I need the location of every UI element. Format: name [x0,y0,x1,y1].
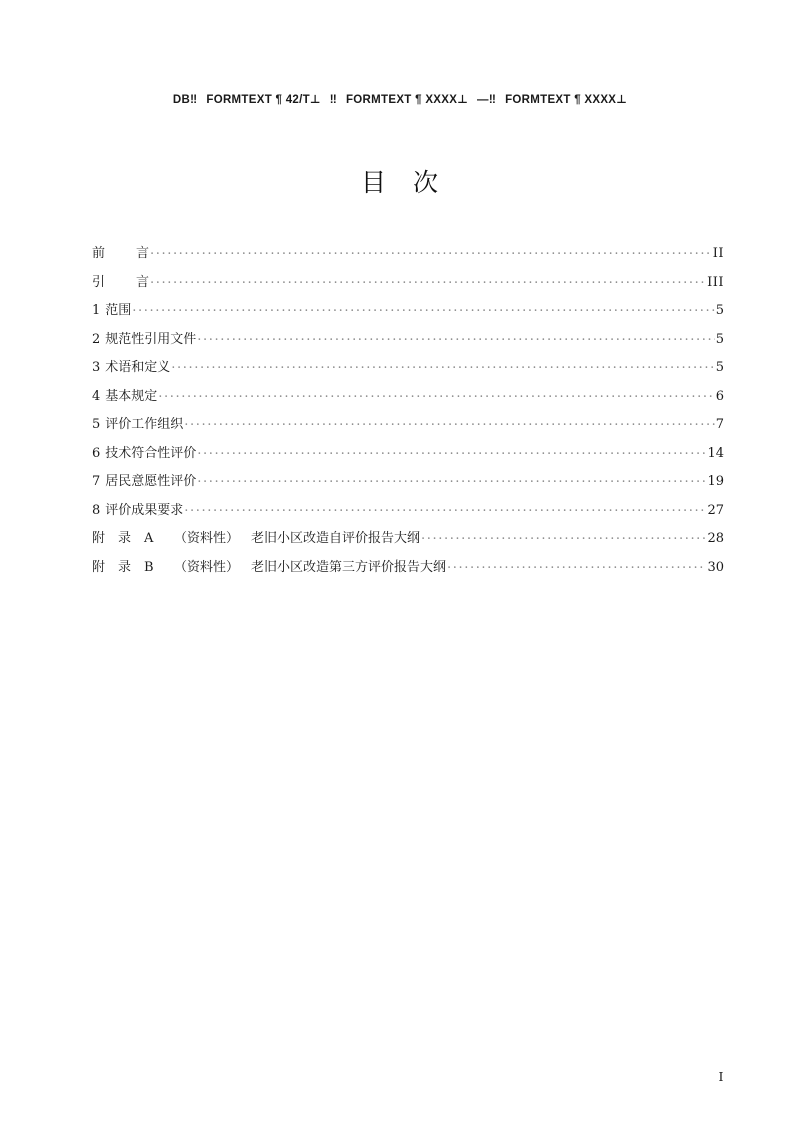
dot-leader [184,415,714,428]
toc-entry-clause-1[interactable] [92,297,724,326]
toc-page-number: III [707,274,724,290]
toc-label-part-2: 言 [136,246,150,261]
toc-entry-label [92,354,170,383]
title-char-ci: 次 [413,168,440,197]
toc-clause-text: 居民意愿性评价 [105,474,197,489]
annex-nature: （资料性） [174,559,240,575]
toc-clause-number: 3 [92,360,101,375]
toc-entry-label [92,554,446,583]
toc-page-number: 5 [715,331,724,347]
toc-entry-clause-3[interactable] [92,354,724,383]
toc-page-number: 7 [715,417,724,432]
running-header [0,92,800,106]
dot-leader [150,244,712,257]
dot-leader [447,557,706,570]
toc-clause-text: 范围 [105,303,132,318]
dot-leader [132,301,714,314]
toc-entry-label [92,297,131,326]
header-dash: —‼ [477,94,497,106]
annex-word-2: 录 [118,531,132,546]
toc-entry-label [92,440,196,469]
toc-entry-clause-2[interactable] [92,326,724,355]
toc-label-part-2: 言 [136,274,150,290]
toc-page-number: 28 [707,531,724,546]
annex-word-1: 附 [92,531,106,546]
toc-label-part-1: 前 [92,246,106,261]
header-mark: ‼ [329,94,337,106]
toc-entry-label [92,269,149,298]
toc-clause-text: 评价成果要求 [105,502,184,518]
toc-label-part-1: 引 [92,274,106,290]
annex-nature: （资料性） [174,531,240,546]
toc-entry-clause-7[interactable] [92,468,724,497]
dot-leader [150,272,706,285]
annex-title: 老旧小区改造第三方评价报告大纲 [251,559,447,575]
toc-entry-label [92,383,157,412]
toc-page-number: 27 [707,502,724,518]
toc-clause-number: 8 [92,502,101,518]
toc-entry-clause-4[interactable] [92,383,724,412]
toc-clause-text: 术语和定义 [105,360,171,375]
dot-leader [197,329,714,342]
dot-leader [197,472,706,485]
toc-entry-label [92,240,149,269]
annex-letter: A [144,531,154,546]
annex-title: 老旧小区改造自评价报告大纲 [251,531,421,546]
toc-clause-number: 1 [92,303,101,318]
toc-page-number: 30 [707,559,724,575]
header-prefix: DB‼ [172,94,198,106]
toc-clause-number: 7 [92,474,101,489]
toc-page-number: 14 [707,445,724,461]
header-field-standard-number: FORMTEXT ¶ 42/T⊥ [206,94,321,106]
toc-entry-foreword[interactable] [92,240,724,269]
dot-leader [421,529,706,542]
toc-entry-clause-6[interactable] [92,440,724,469]
header-field-year-a: FORMTEXT ¶ XXXX⊥ [345,94,469,106]
toc-entry-label [92,497,183,526]
toc-entry-label [92,326,196,355]
table-of-contents [92,240,724,582]
toc-page-number: II [712,246,724,261]
toc-clause-number: 2 [92,331,101,347]
toc-clause-number: 6 [92,445,101,461]
toc-clause-number: 5 [92,417,101,432]
title-char-mu: 目 [360,168,387,197]
toc-clause-text: 基本规定 [105,388,158,404]
annex-word-2: 录 [118,559,132,575]
toc-entry-introduction[interactable] [92,269,724,298]
toc-clause-text: 评价工作组织 [105,417,184,432]
toc-entry-clause-5[interactable] [92,411,724,440]
header-field-year-b: FORMTEXT ¶ XXXX⊥ [505,94,628,106]
dot-leader [184,500,706,513]
toc-entry-label [92,525,420,554]
toc-clause-number: 4 [92,388,101,404]
page-title [0,163,800,199]
dot-leader [197,443,706,456]
annex-word-1: 附 [92,559,106,575]
toc-entry-label [92,411,183,440]
toc-page-number: 6 [715,388,724,404]
toc-page-number: 5 [715,360,724,375]
toc-page-number: 19 [707,474,724,489]
dot-leader [158,386,714,399]
toc-entry-annex-a[interactable] [92,525,724,554]
annex-letter: B [144,559,154,575]
toc-entry-annex-b[interactable] [92,554,724,583]
toc-page-number: 5 [715,303,724,318]
toc-clause-text: 规范性引用文件 [105,331,197,347]
dot-leader [171,358,714,371]
toc-entry-label [92,468,196,497]
toc-entry-clause-8[interactable] [92,497,724,526]
toc-clause-text: 技术符合性评价 [105,445,197,461]
footer-page-number: I [718,1069,724,1084]
